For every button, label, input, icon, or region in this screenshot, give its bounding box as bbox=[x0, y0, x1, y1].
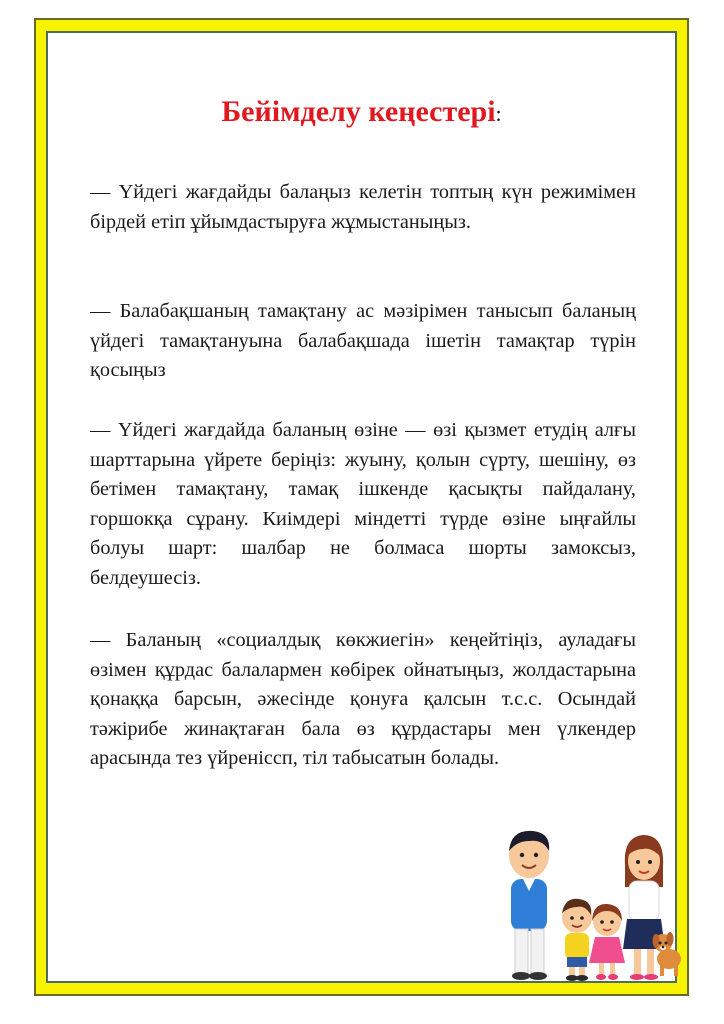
family-with-dog-icon bbox=[493, 825, 683, 983]
advice-paragraph-4: — Баланың «социалдық көкжиегін» кеңейтіңіз, ауладағы өзімен құрдас балалармен көбірек ойнатыңыз, жолдастарына қонаққа барсын, әжесінде қонуға қалсын т.с.с. Осындай тәжірибе жинақтаған бала өз құрдастары мен үлкендер арасында тез үйреніссп, тіл табысатын болады. bbox=[90, 629, 636, 770]
poster-title-colon: : bbox=[495, 101, 502, 126]
father-figure bbox=[509, 831, 549, 980]
girl-figure bbox=[589, 904, 625, 980]
poster-title bbox=[48, 95, 675, 129]
boy-figure bbox=[562, 899, 592, 981]
advice-paragraph-3: — Үйдегі жағдайда баланың өзіне — өзі қызмет етудің алғы шарттарына үйрете беріңіз: жуыну, қолын сүрту, шешіну, өз бетімен тамақтану, тамақ ішкенде қасықты пайдалану, горшокқа сұрану. Киімдері міндетті түрде өзіне ыңғайлы болуы шарт: шалбар не болмаса шорты замоксыз, белдеушесіз. bbox=[90, 419, 636, 589]
advice-paragraph-1: — Үйдегі жағдайды балаңыз келетін топтың күн режимімен бірдей етіп ұйымдастыруға жұмыстаныңыз. bbox=[90, 181, 636, 233]
poster-outer-frame bbox=[34, 18, 689, 996]
advice-paragraph-2: — Балабақшаның тамақтану ас мәзірімен танысып баланың үйдегі тамақтануына балабақшада ішетін тамақтар түрін қосыңыз bbox=[90, 300, 636, 382]
dog-figure bbox=[653, 932, 682, 976]
poster-title-text: Бейімделу кеңестері bbox=[221, 95, 496, 128]
poster-inner-panel bbox=[46, 31, 677, 983]
